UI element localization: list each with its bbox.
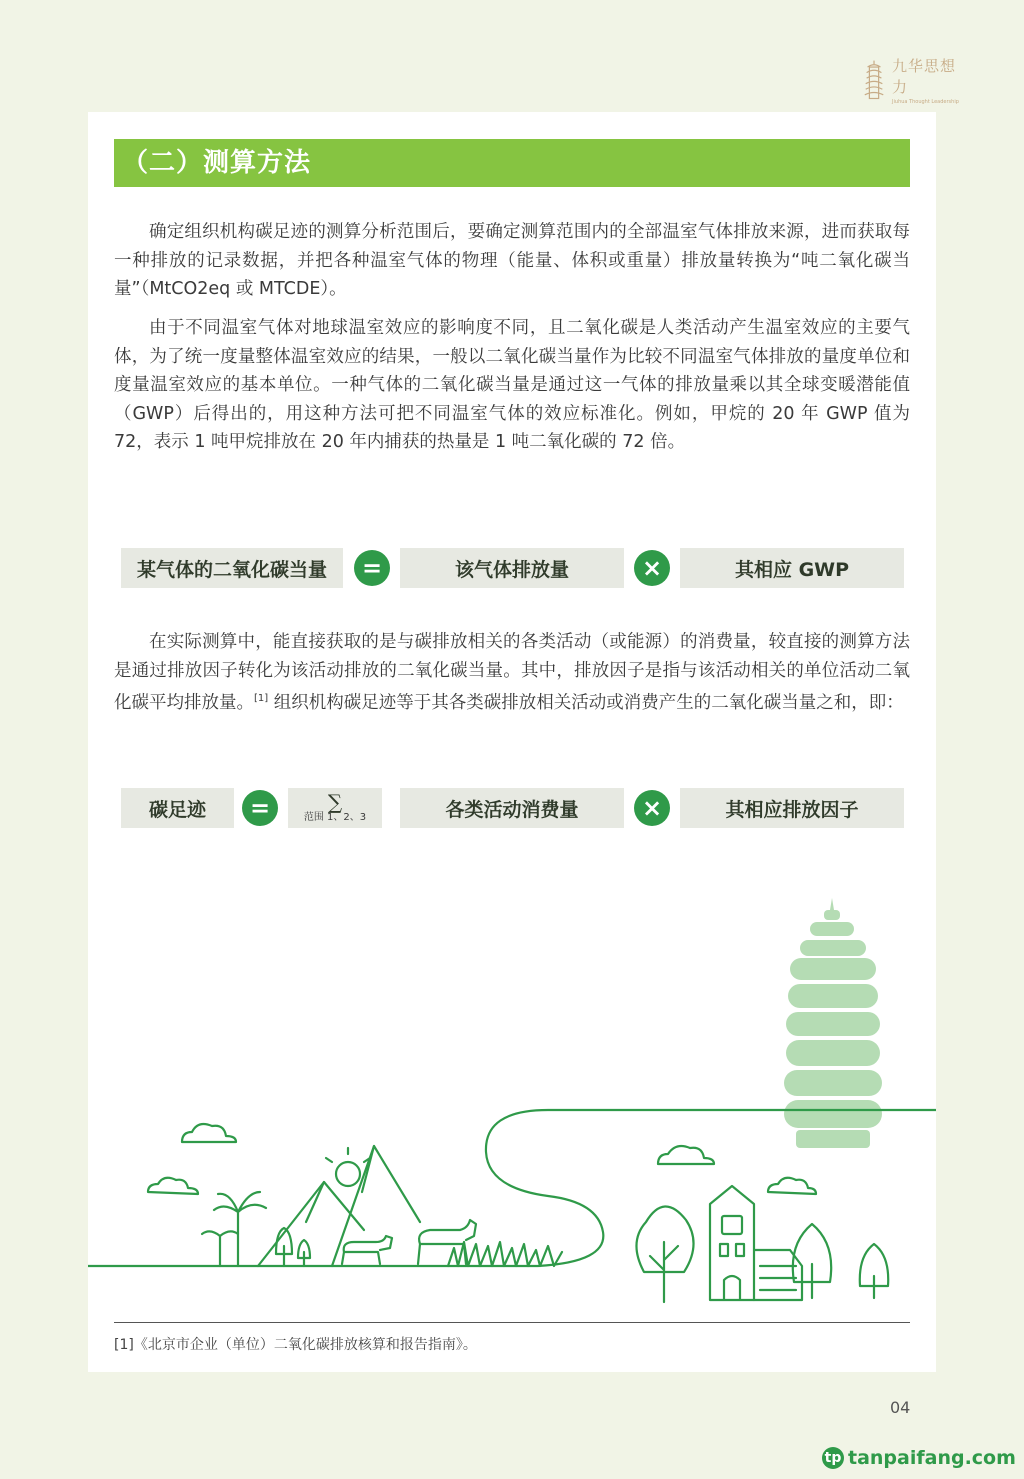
paragraph-emission-factor — [114, 628, 910, 717]
sigma-subscript: 范围 1、2、3 — [303, 812, 367, 823]
sigma-icon: ∑ — [327, 790, 343, 814]
cloud-icon — [658, 1146, 714, 1164]
footnote-ref: [1] — [254, 693, 269, 704]
equals-icon: = — [354, 550, 390, 586]
formula-co2-equivalent — [88, 548, 936, 588]
building-icon — [710, 1186, 754, 1300]
paragraph-gwp: 由于不同温室气体对地球温室效应的影响度不同，且二氧化碳是人类活动产生温室效应的主要气体，为了统一度量整体温室效应的结果，一般以二氧化碳当量作为比较不同温室气体排放的量度单位和度量温室效应的基本单位。一种气体的二氧化碳当量是通过这一气体的排放量乘以其全球变暖潜能值（GWP）后得出的，用这种方法可把不同温室气体的效应标准化。例如，甲烷的 20 年 GWP 值为 72，表示 1 吨甲烷排放在 20 年内捕获的热量是 1 吨二氧化碳的 72 倍。 — [114, 318, 910, 452]
pagoda-logo-icon — [862, 57, 886, 103]
brand-logo — [862, 56, 966, 104]
cloud-icon — [182, 1124, 236, 1142]
footnote-divider — [114, 1322, 910, 1323]
watermark-logo-icon: tp — [822, 1447, 844, 1469]
p3-text-before: 在实际测算中，能直接获取的是与碳排放相关的各类活动（或能源）的消费量，较直接的测算方法是通过排放因子转化为该活动排放的二氧化碳当量。其中，排放因子是指与该活动相关的单位活动二氧化碳平均排放量。 — [114, 632, 910, 713]
palm-tree-icon — [214, 1192, 266, 1266]
formula2-middle-box: 各类活动消费量 — [400, 788, 624, 828]
sun-icon — [336, 1162, 360, 1186]
site-watermark — [822, 1446, 1016, 1470]
paragraph-scope: 确定组织机构碳足迹的测算分析范围后，要确定测算范围内的全部温室气体排放来源，进而获取每一种排放的记录数据，并把各种温室气体的物理（能量、体积或重量）排放量转换为“吨二氧化碳当量”（MtCO2eq 或 MTCDE）。 — [114, 222, 910, 299]
equals-icon: = — [242, 790, 278, 826]
p3-text-after: 组织机构碳足迹等于其各类碳排放相关活动或消费产生的二氧化碳当量之和，即： — [268, 692, 904, 713]
palm-tree-icon — [202, 1231, 238, 1266]
tree-icon — [298, 1240, 310, 1266]
landscape-illustration — [88, 892, 936, 1312]
multiply-icon: × — [634, 790, 670, 826]
cow-icon — [342, 1236, 392, 1264]
formula-carbon-footprint — [88, 788, 936, 828]
tree-icon — [860, 1244, 888, 1298]
logo-text: 九华思想力 — [892, 57, 957, 96]
formula2-left-box: 碳足迹 — [121, 788, 234, 828]
footnote: [1]《北京市企业（单位）二氧化碳排放核算和报告指南》。 — [114, 1337, 477, 1353]
multiply-icon: × — [634, 550, 670, 586]
section-title: （二）测算方法 — [114, 139, 910, 187]
logo-subtext: Jiuhua Thought Leadership — [892, 99, 959, 105]
page-number: 04 — [890, 1398, 911, 1417]
cloud-icon — [768, 1178, 816, 1194]
tree-icon — [636, 1206, 693, 1302]
formula1-right-box: 其相应 GWP — [680, 548, 904, 588]
cloud-icon — [148, 1178, 198, 1194]
content-sheet — [88, 112, 936, 1372]
formula1-left-box: 某气体的二氧化碳当量 — [121, 548, 343, 588]
mountain-icon — [258, 1182, 364, 1266]
house-icon — [754, 1250, 802, 1300]
formula1-middle-box: 该气体排放量 — [400, 548, 624, 588]
watermark-text: tanpaifang.com — [848, 1447, 1016, 1469]
formula2-right-box: 其相应排放因子 — [680, 788, 904, 828]
sigma-box — [288, 788, 382, 828]
